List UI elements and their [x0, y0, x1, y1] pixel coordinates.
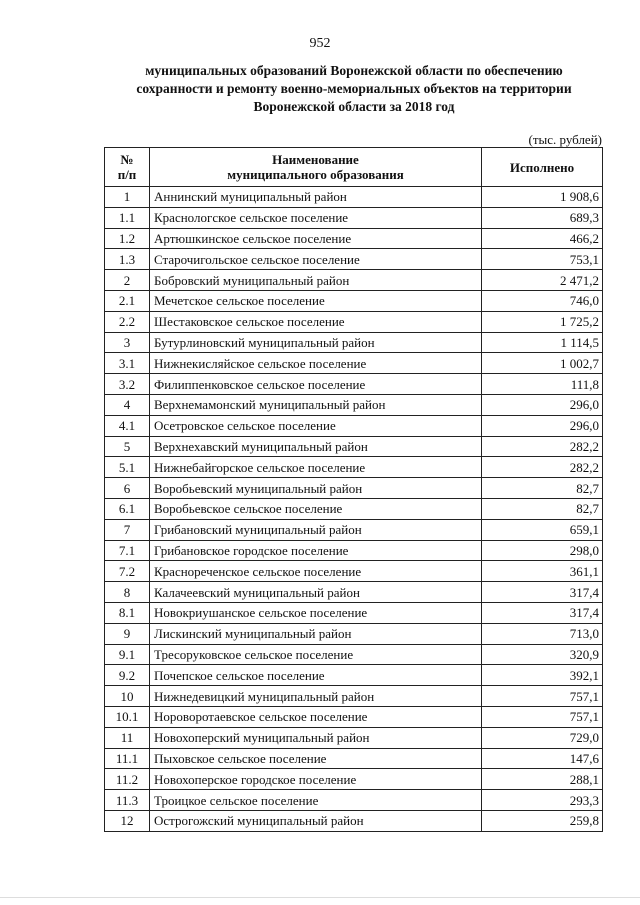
row-number-cell: 4.1	[105, 415, 150, 436]
row-value-cell: 689,3	[482, 207, 603, 228]
table-row	[105, 374, 603, 395]
row-name-cell: Аннинский муниципальный район	[150, 187, 482, 208]
table-row	[105, 332, 603, 353]
row-number-cell: 11.2	[105, 769, 150, 790]
row-name-cell: Грибановский муниципальный район	[150, 519, 482, 540]
row-name-cell: Верхнехавский муниципальный район	[150, 436, 482, 457]
row-number-cell: 7.2	[105, 561, 150, 582]
table-row	[105, 561, 603, 582]
row-name-cell: Нижнекисляйское сельское поселение	[150, 353, 482, 374]
table-row	[105, 457, 603, 478]
units-label: (тыс. рублей)	[528, 132, 602, 147]
row-number-cell: 11	[105, 727, 150, 748]
row-name-cell: Воробьевский муниципальный район	[150, 478, 482, 499]
row-number-cell: 11.3	[105, 790, 150, 811]
row-name-cell: Осетровское сельское поселение	[150, 415, 482, 436]
table-row	[105, 436, 603, 457]
row-value-cell: 757,1	[482, 686, 603, 707]
row-number-cell: 5.1	[105, 457, 150, 478]
row-name-cell: Бобровский муниципальный район	[150, 270, 482, 291]
row-number-cell: 1	[105, 187, 150, 208]
row-name-cell: Краснологское сельское поселение	[150, 207, 482, 228]
row-value-cell: 466,2	[482, 228, 603, 249]
table-row	[105, 249, 603, 270]
page-bottom-edge	[0, 897, 640, 898]
header-name	[150, 148, 482, 187]
row-value-cell: 713,0	[482, 623, 603, 644]
row-value-cell: 1 908,6	[482, 187, 603, 208]
row-number-cell: 8.1	[105, 602, 150, 623]
table-row	[105, 706, 603, 727]
row-name-cell: Новохоперское городское поселение	[150, 769, 482, 790]
row-number-cell: 11.1	[105, 748, 150, 769]
row-number-cell: 12	[105, 810, 150, 831]
table-row	[105, 187, 603, 208]
row-name-cell: Лискинский муниципальный район	[150, 623, 482, 644]
row-name-cell: Артюшкинское сельское поселение	[150, 228, 482, 249]
row-name-cell: Троицкое сельское поселение	[150, 790, 482, 811]
row-name-cell: Краснореченское сельское поселение	[150, 561, 482, 582]
header-num	[105, 148, 150, 187]
table-header-row	[105, 148, 603, 187]
document-title	[104, 62, 604, 116]
table-row	[105, 810, 603, 831]
row-number-cell: 7.1	[105, 540, 150, 561]
row-number-cell: 2.2	[105, 311, 150, 332]
header-num-line: п/п	[117, 167, 137, 182]
table-row	[105, 207, 603, 228]
row-number-cell: 2.1	[105, 290, 150, 311]
row-number-cell: 3.2	[105, 374, 150, 395]
row-value-cell: 111,8	[482, 374, 603, 395]
row-name-cell: Нороворотаевское сельское поселение	[150, 706, 482, 727]
table-row	[105, 790, 603, 811]
table-row	[105, 540, 603, 561]
row-value-cell: 1 002,7	[482, 353, 603, 374]
table-row	[105, 686, 603, 707]
expenditure-table	[104, 147, 603, 832]
row-value-cell: 1 114,5	[482, 332, 603, 353]
row-number-cell: 9.1	[105, 644, 150, 665]
table-row	[105, 519, 603, 540]
row-value-cell: 317,4	[482, 602, 603, 623]
table-row	[105, 769, 603, 790]
header-num-line: №	[120, 152, 134, 167]
row-value-cell: 296,0	[482, 415, 603, 436]
row-number-cell: 1.3	[105, 249, 150, 270]
row-value-cell: 753,1	[482, 249, 603, 270]
row-number-cell: 4	[105, 394, 150, 415]
table-row	[105, 582, 603, 603]
table-row	[105, 270, 603, 291]
table-row	[105, 311, 603, 332]
row-value-cell: 2 471,2	[482, 270, 603, 291]
row-name-cell: Острогожский муниципальный район	[150, 810, 482, 831]
row-value-cell: 259,8	[482, 810, 603, 831]
row-value-cell: 147,6	[482, 748, 603, 769]
table-row	[105, 623, 603, 644]
row-value-cell: 746,0	[482, 290, 603, 311]
row-name-cell: Нижнедевицкий муниципальный район	[150, 686, 482, 707]
table-row	[105, 478, 603, 499]
row-name-cell: Новохоперский муниципальный район	[150, 727, 482, 748]
table-row	[105, 727, 603, 748]
row-name-cell: Грибановское городское поселение	[150, 540, 482, 561]
row-number-cell: 8	[105, 582, 150, 603]
row-number-cell: 1.1	[105, 207, 150, 228]
table-row	[105, 644, 603, 665]
row-value-cell: 659,1	[482, 519, 603, 540]
row-value-cell: 288,1	[482, 769, 603, 790]
title-line: муниципальных образований Воронежской области по обеспечению	[145, 63, 563, 78]
row-name-cell: Калачеевский муниципальный район	[150, 582, 482, 603]
table-row	[105, 748, 603, 769]
row-value-cell: 317,4	[482, 582, 603, 603]
row-number-cell: 9	[105, 623, 150, 644]
row-value-cell: 1 725,2	[482, 311, 603, 332]
table-body	[105, 187, 603, 832]
row-number-cell: 10	[105, 686, 150, 707]
title-line: Воронежской области за 2018 год	[253, 99, 455, 114]
row-number-cell: 5	[105, 436, 150, 457]
row-value-cell: 296,0	[482, 394, 603, 415]
row-name-cell: Тресоруковское сельское поселение	[150, 644, 482, 665]
row-value-cell: 82,7	[482, 478, 603, 499]
table-row	[105, 353, 603, 374]
row-name-cell: Воробьевское сельское поселение	[150, 498, 482, 519]
row-number-cell: 7	[105, 519, 150, 540]
row-name-cell: Пыховское сельское поселение	[150, 748, 482, 769]
row-name-cell: Мечетское сельское поселение	[150, 290, 482, 311]
table-row	[105, 415, 603, 436]
row-value-cell: 729,0	[482, 727, 603, 748]
header-name-line: Наименование	[272, 152, 359, 167]
row-name-cell: Верхнемамонский муниципальный район	[150, 394, 482, 415]
table-row	[105, 394, 603, 415]
row-number-cell: 6	[105, 478, 150, 499]
page-number: 952	[309, 36, 331, 51]
header-name-line: муниципального образования	[227, 167, 404, 182]
row-name-cell: Старочигольское сельское поселение	[150, 249, 482, 270]
header-value: Исполнено	[482, 148, 603, 187]
table-row	[105, 498, 603, 519]
row-name-cell: Филиппенковское сельское поселение	[150, 374, 482, 395]
row-value-cell: 320,9	[482, 644, 603, 665]
row-value-cell: 757,1	[482, 706, 603, 727]
row-name-cell: Бутурлиновский муниципальный район	[150, 332, 482, 353]
row-value-cell: 392,1	[482, 665, 603, 686]
row-number-cell: 6.1	[105, 498, 150, 519]
table-row	[105, 290, 603, 311]
row-value-cell: 282,2	[482, 457, 603, 478]
row-number-cell: 1.2	[105, 228, 150, 249]
row-number-cell: 3.1	[105, 353, 150, 374]
row-number-cell: 3	[105, 332, 150, 353]
row-number-cell: 9.2	[105, 665, 150, 686]
row-value-cell: 361,1	[482, 561, 603, 582]
row-value-cell: 293,3	[482, 790, 603, 811]
row-name-cell: Почепское сельское поселение	[150, 665, 482, 686]
table-row	[105, 665, 603, 686]
table-row	[105, 228, 603, 249]
row-number-cell: 10.1	[105, 706, 150, 727]
row-value-cell: 82,7	[482, 498, 603, 519]
table-row	[105, 602, 603, 623]
row-name-cell: Нижнебайгорское сельское поселение	[150, 457, 482, 478]
row-value-cell: 298,0	[482, 540, 603, 561]
row-number-cell: 2	[105, 270, 150, 291]
row-name-cell: Новокриушанское сельское поселение	[150, 602, 482, 623]
title-line: сохранности и ремонту военно-мемориальных объектов на территории	[136, 81, 572, 96]
row-name-cell: Шестаковское сельское поселение	[150, 311, 482, 332]
row-value-cell: 282,2	[482, 436, 603, 457]
